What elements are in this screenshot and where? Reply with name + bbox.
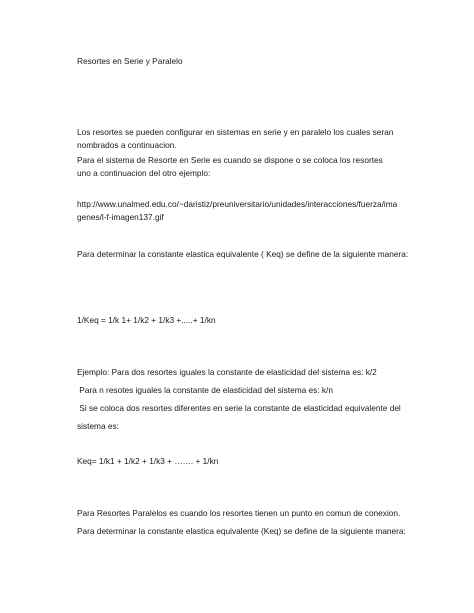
serie-definition-paragraph: Para el sistema de Resorte en Serie es cuando se dispone o se coloca los resortes uno a continuacion del otro ejemplo:	[77, 155, 383, 178]
keq-formula: Keq= 1/k1 + 1/k2 + 1/k3 + ……. + 1/kn	[77, 456, 219, 466]
image-url-line-1: http://www.unalmed.edu.co/~daristiz/preuniversitario/unidades/interacciones/fuerza/ima	[77, 199, 398, 209]
example-different-springs-line-1: Si se coloca dos resortes diferentes en serie la constante de elasticidad equivalente del	[77, 403, 401, 413]
example-two-equal-springs: Ejemplo: Para dos resortes iguales la constante de elasticidad del sistema es: k/2	[77, 367, 377, 377]
paralelo-definition: Para Resortes Paralelos es cuando los resortes tienen un punto en comun de conexion.	[77, 508, 401, 518]
document-title: Resortes en Serie y Paralelo	[77, 56, 183, 66]
example-n-equal-springs: Para n resotes iguales la constante de elasticidad del sistema es: k/n	[77, 385, 333, 395]
intro-paragraph: Los resortes se pueden configurar en sistemas en serie y en paralelo los cuales seran nombrados a continuacion.	[77, 127, 394, 150]
example-different-springs-line-2: sistema es:	[77, 421, 119, 431]
paralelo-keq-intro: Para determinar la constante elastica equivalente (Keq) se define de la siguiente manera:	[77, 526, 406, 536]
serie-keq-intro: Para determinar la constante elastica equivalente ( Keq) se define de la siguiente manera:	[77, 249, 409, 259]
image-url-line-2: genes/l-f-imagen137.gif	[77, 212, 164, 222]
serie-formula: 1/Keq = 1/k 1+ 1/k2 + 1/k3 +.....+ 1/kn	[77, 315, 216, 325]
